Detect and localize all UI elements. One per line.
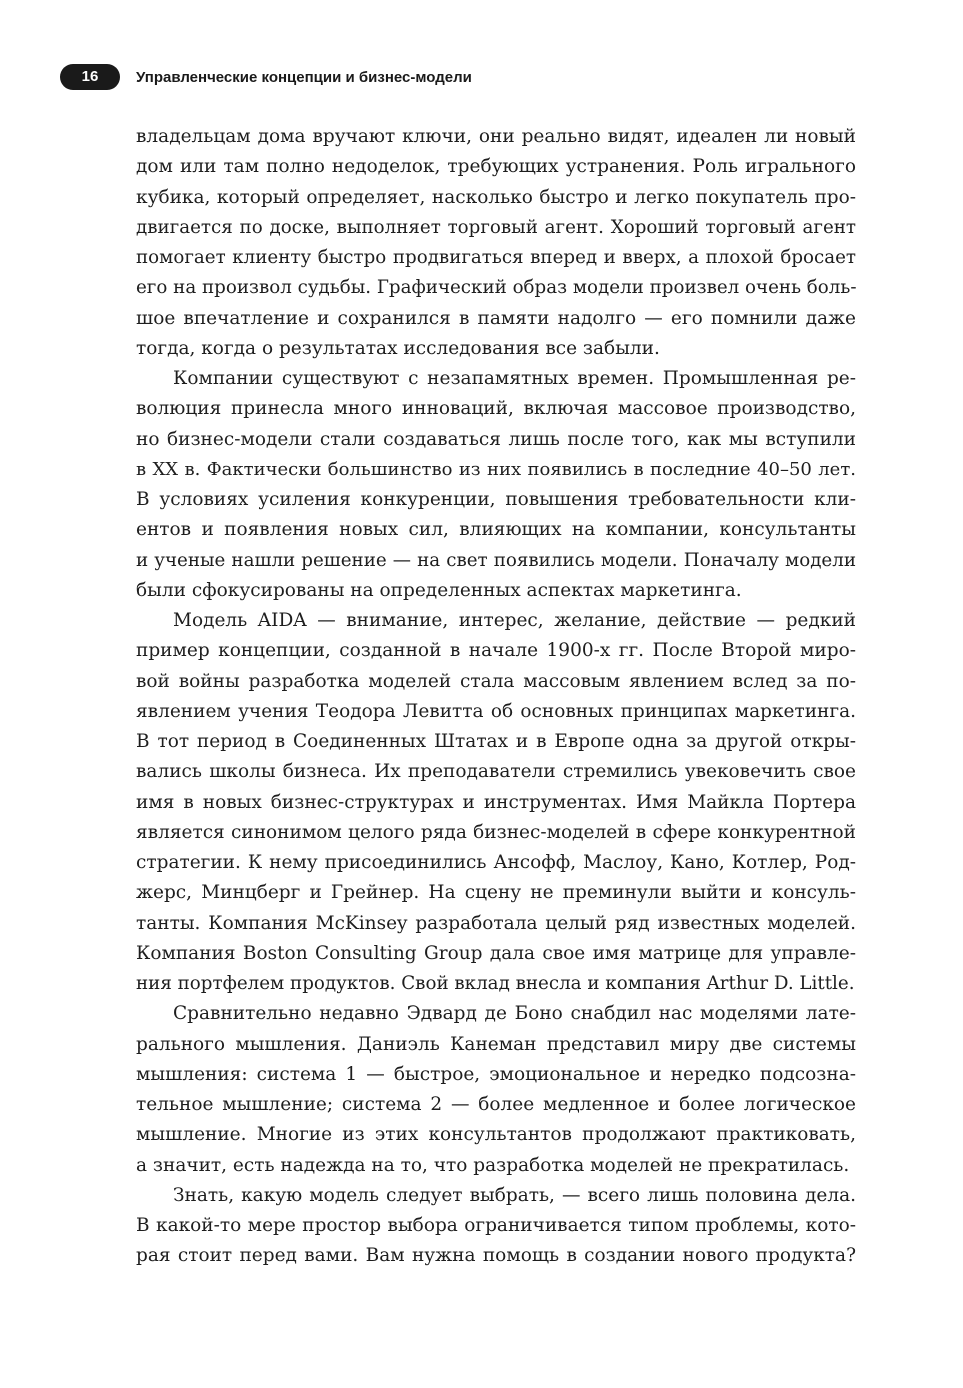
text-line: мышления: система 1 — быстрое, эмоциональное и нередко подсозна-: [136, 1063, 856, 1085]
running-title: Управленческие концепции и бизнес-модели: [136, 68, 472, 86]
text-line: ния портфелем продуктов. Свой вклад внесла и компания Arthur D. Little.: [136, 973, 855, 994]
text-line: стратегии. К нему присоединились Ансофф, Маслоу, Кано, Котлер, Род-: [136, 852, 856, 873]
text-line: мышление. Многие из этих консультантов продолжают практиковать,: [136, 1124, 856, 1146]
text-line: В тот период в Соединенных Штатах и в Европе одна за другой откры-: [136, 731, 856, 752]
text-line: помогает клиенту быстро продвигаться вперед и вверх, а плохой бросает: [136, 247, 856, 268]
text-line: и ученые нашли решение — на свет появились модели. Поначалу модели: [136, 549, 856, 571]
text-line: танты. Компания McKinsey разработала целый ряд известных моделей.: [136, 912, 856, 934]
text-line: является синонимом целого ряда бизнес-моделей в сфере конкурентной: [136, 821, 856, 843]
text-line: тогда, когда о результатах исследования все забыли.: [136, 337, 660, 359]
text-line: волюция принесла много инноваций, включая массовое производство,: [136, 398, 856, 420]
text-line: ентов и появления новых сил, влияющих на компании, консультанты: [136, 519, 856, 541]
page-header: [60, 64, 472, 90]
text-line: имя в новых бизнес-структурах и инструментах. Имя Майкла Портера: [136, 791, 856, 813]
body-text: [136, 122, 856, 1272]
text-line: шое впечатление и сохранился в памяти надолго — его помнили даже: [136, 307, 856, 329]
text-line: Знать, какую модель следует выбрать, — всего лишь половина дела.: [173, 1184, 856, 1206]
text-line: явлением учения Теодора Левитта об основных принципах маркетинга.: [136, 700, 856, 722]
paragraph: [136, 606, 856, 999]
paragraph: [136, 364, 856, 606]
text-line: рального мышления. Даниэль Канеман представил миру две системы: [136, 1033, 856, 1055]
text-line: Модель AIDA — внимание, интерес, желание, действие — редкий: [173, 610, 856, 631]
text-line: пример концепции, созданной в начале 1900-х гг. После Второй миро-: [136, 640, 856, 662]
text-line: его на произвол судьбы. Графический образ модели произвел очень боль-: [136, 277, 857, 299]
text-line: владельцам дома вручают ключи, они реально видят, идеален ли новый: [136, 126, 856, 147]
text-line: Компании существуют с незапамятных времен. Промышленная ре-: [173, 368, 856, 389]
text-line: В условиях усиления конкуренции, повышения требовательности кли-: [136, 489, 856, 510]
page-number-badge: 16: [60, 64, 120, 90]
text-line: рая стоит перед вами. Вам нужна помощь в создании нового продукта?: [136, 1245, 856, 1267]
text-line: вой войны разработка моделей стала массовым явлением вслед за по-: [136, 670, 856, 692]
text-line: Компания Boston Consulting Group дала свое имя матрице для управле-: [136, 942, 856, 964]
paragraph: [136, 122, 856, 364]
paragraph: [136, 1181, 856, 1272]
text-line: а значит, есть надежда на то, что разработка моделей не прекратилась.: [136, 1154, 850, 1176]
text-line: двигается по доске, выполняет торговый агент. Хороший торговый агент: [136, 216, 856, 238]
text-line: тельное мышление; система 2 — более медленное и более логическое: [136, 1094, 856, 1115]
text-line: вались школы бизнеса. Их преподаватели стремились увековечить свое: [136, 761, 856, 783]
text-line: кубика, который определяет, насколько быстро и легко покупатель про-: [136, 186, 856, 208]
text-line: жерс, Минцберг и Грейнер. На сцену не преминули выйти и консуль-: [136, 882, 856, 904]
text-line: были сфокусированы на определенных аспектах маркетинга.: [136, 579, 742, 601]
text-line: в XX в. Фактически большинство из них появились в последние 40–50 лет.: [136, 458, 856, 480]
text-line: В какой-то мере простор выбора ограничивается типом проблемы, кото-: [136, 1215, 856, 1236]
text-line: Сравнительно недавно Эдвард де Боно снабдил нас моделями лате-: [173, 1003, 856, 1025]
text-line: но бизнес-модели стали создаваться лишь после того, как мы вступили: [136, 428, 856, 450]
paragraph: [136, 999, 856, 1181]
text-line: дом или там полно недоделок, требующих устранения. Роль игрального: [136, 156, 856, 178]
